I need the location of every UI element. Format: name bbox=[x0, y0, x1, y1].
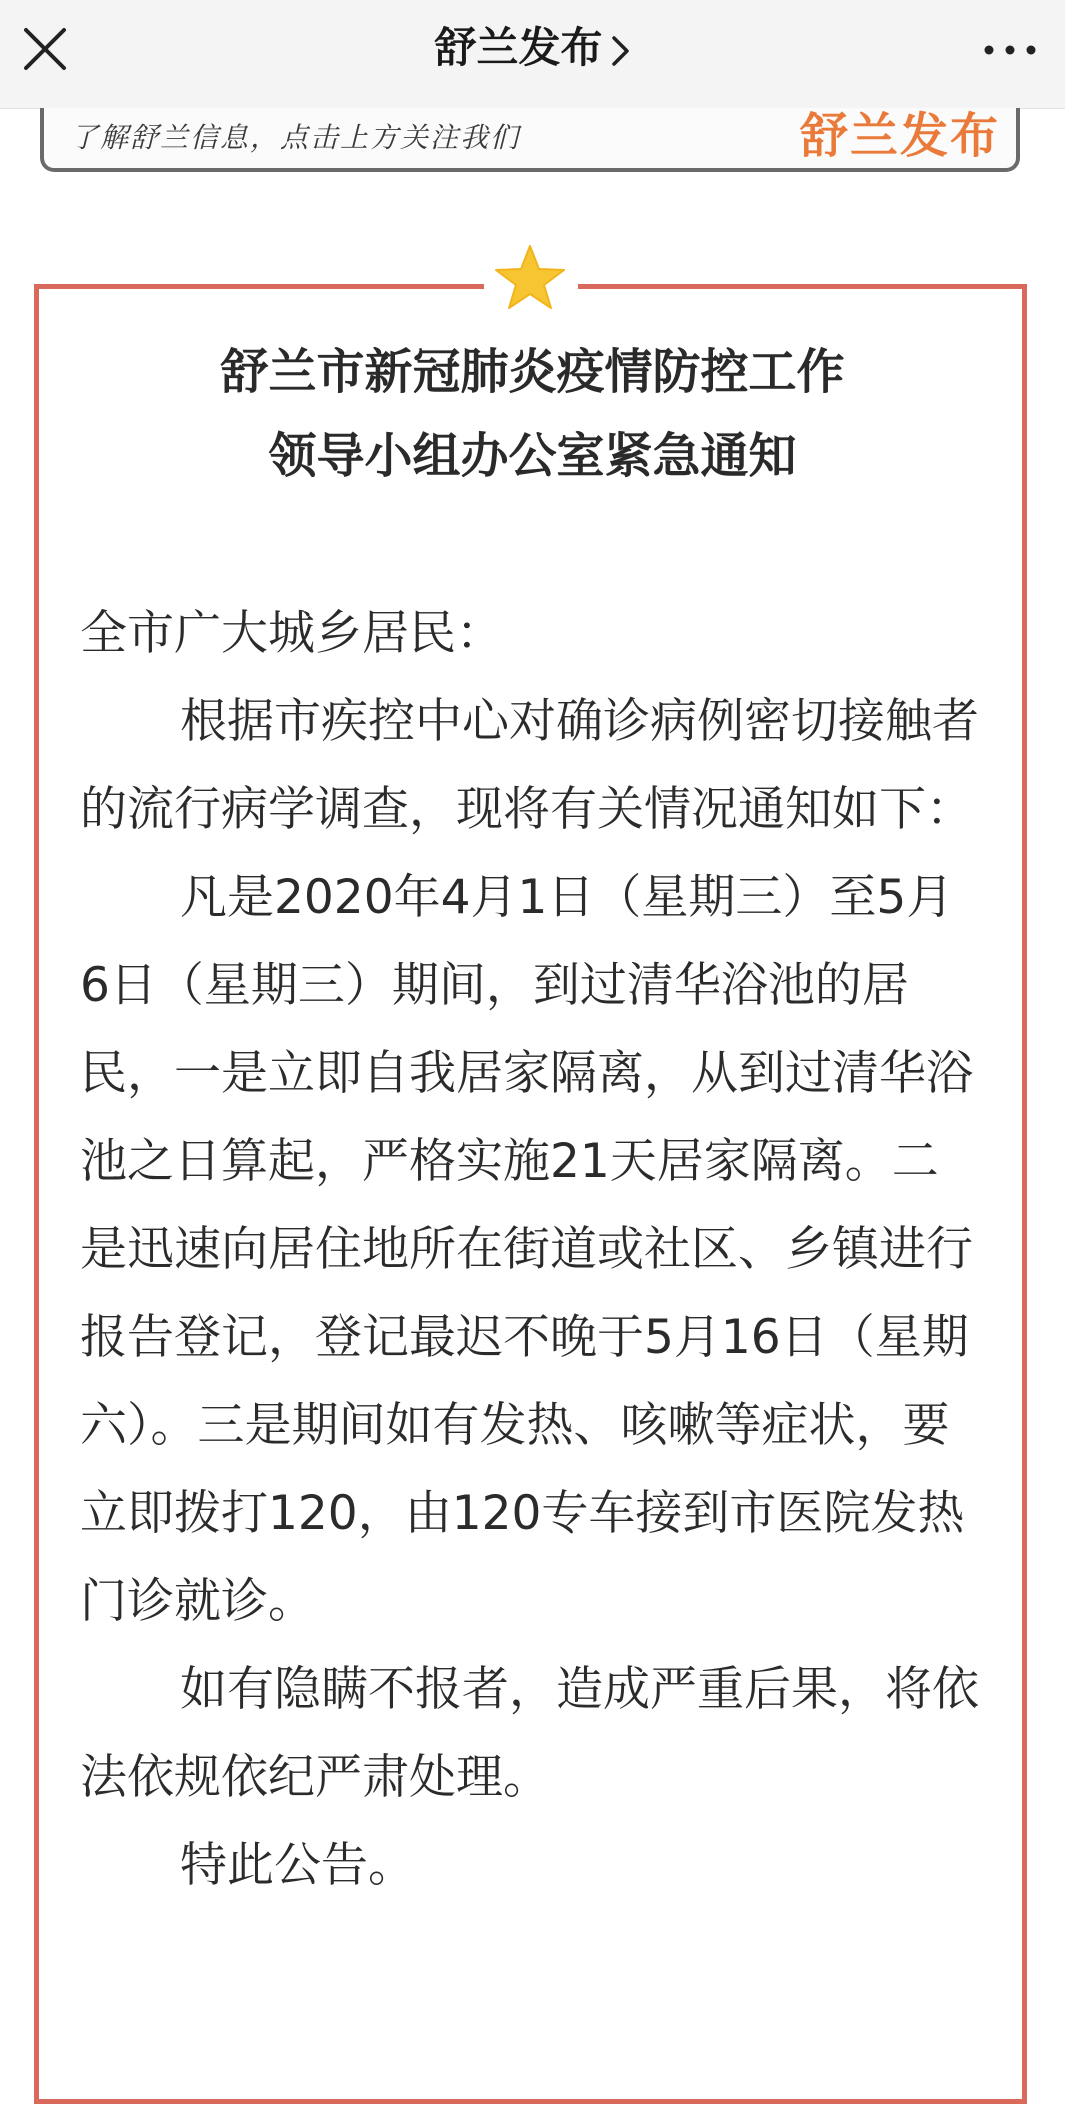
notice-body bbox=[80, 590, 980, 1910]
notice-title-line1: 舒兰市新冠肺炎疫情防控工作 bbox=[220, 344, 845, 400]
more-dots-icon[interactable] bbox=[975, 30, 1045, 70]
follow-banner[interactable] bbox=[40, 108, 1020, 172]
salutation: 全市广大城乡居民： bbox=[80, 606, 503, 661]
account-name: 舒兰发布 bbox=[434, 23, 603, 72]
notice-title-line2: 领导小组办公室紧急通知 bbox=[268, 428, 797, 484]
close-icon[interactable] bbox=[18, 22, 72, 76]
chevron-right-icon bbox=[609, 34, 631, 68]
nav-bar bbox=[0, 0, 1065, 109]
paragraph-2: 凡是2020年4月1日（星期三）至5月6日（星期三）期间，到过清华浴池的居民，一是立即自我居家隔离，从到过清华浴池之日算起，严格实施21天居家隔离。二是迅速向居住地所在街道或社区、乡镇进行报告登记，登记最迟不晚于5月16日（星期六）。三是期间如有发热、咳嗽等症状，要立即拨打120，由120专车接到市医院发热门诊就诊。 bbox=[80, 870, 973, 1629]
banner-brand-logo: 舒兰发布 bbox=[799, 108, 1000, 164]
star-icon bbox=[492, 242, 568, 312]
banner-hint: 了解舒兰信息，点击上方关注我们 bbox=[70, 121, 521, 154]
paragraph-1: 根据市疾控中心对确诊病例密切接触者的流行病学调查，现将有关情况通知如下： bbox=[80, 694, 979, 837]
account-name-link[interactable] bbox=[434, 23, 630, 72]
paragraph-3: 如有隐瞒不报者，造成严重后果，将依法依规依纪严肃处理。 bbox=[80, 1662, 979, 1805]
closing-line: 特此公告。 bbox=[180, 1838, 415, 1893]
